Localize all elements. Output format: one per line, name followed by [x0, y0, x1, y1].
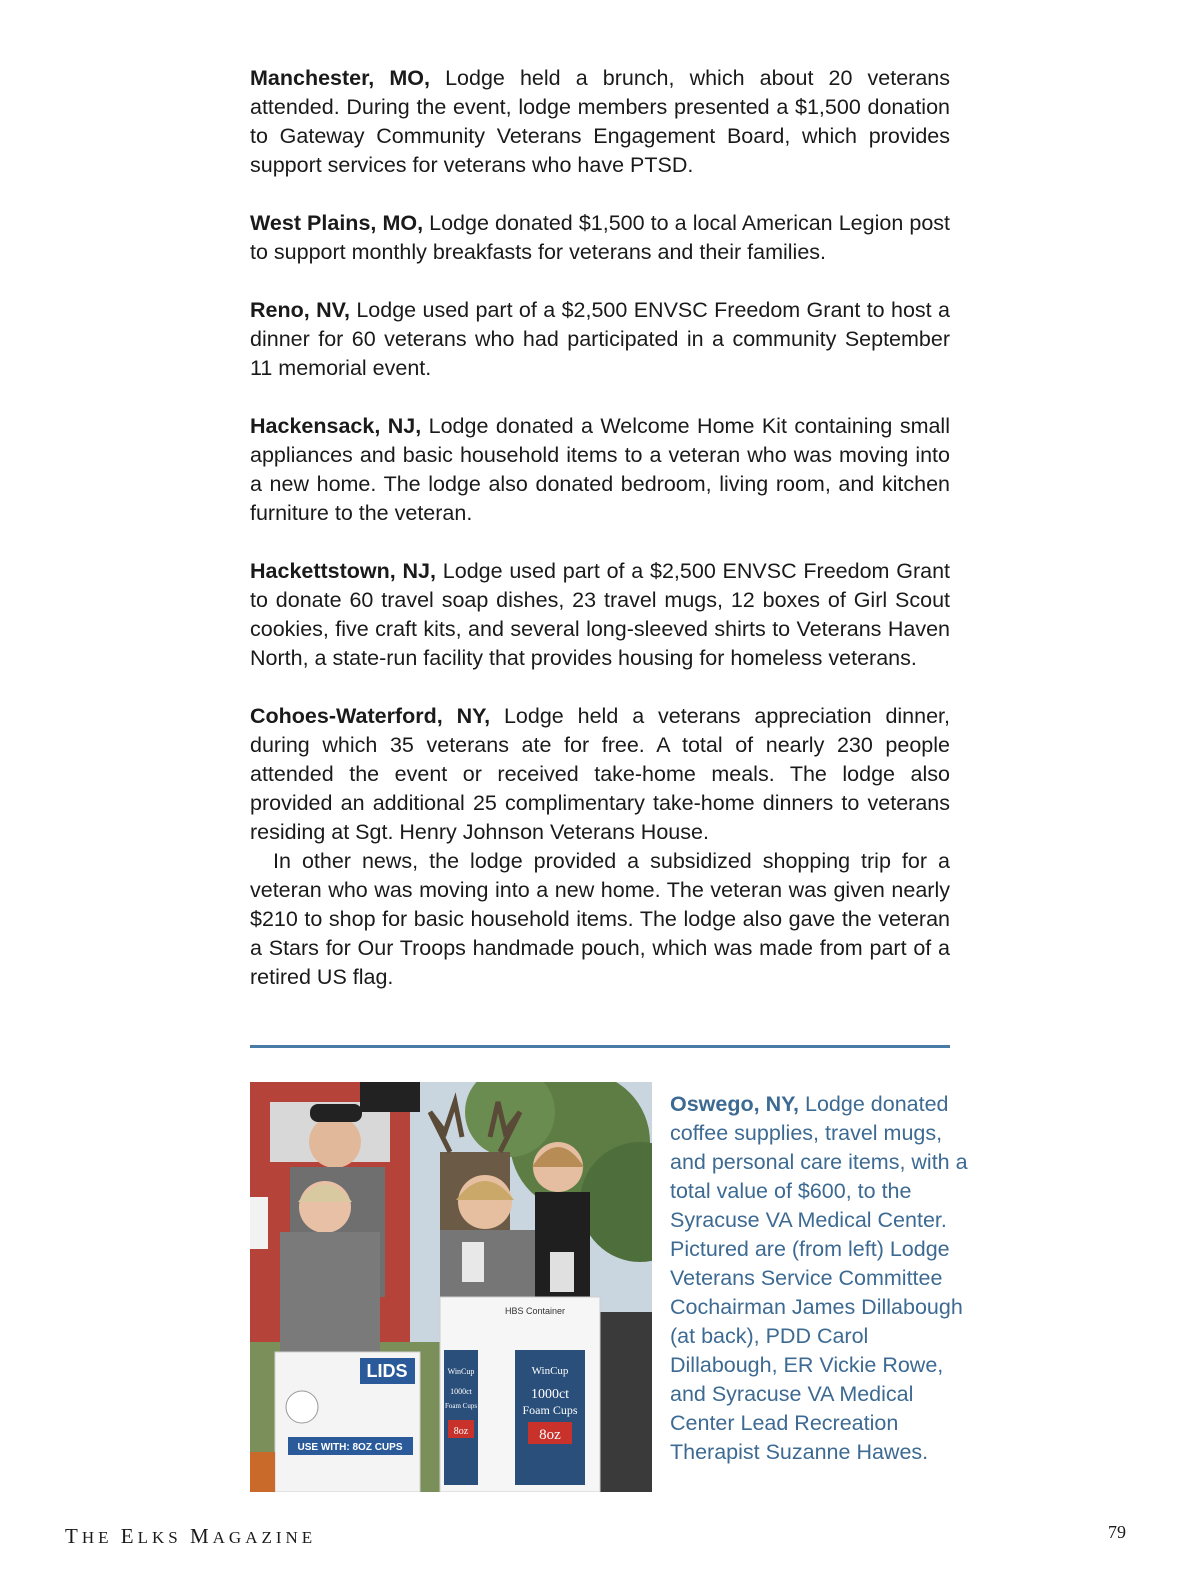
- article-column: [250, 64, 950, 1021]
- article-location: Hackensack, NJ,: [250, 414, 422, 438]
- article-text: Lodge donated $1,500 to a local American Legion post to support monthly breakfasts for veterans and their families.: [250, 211, 950, 264]
- count-label-1: 1000ct: [450, 1387, 472, 1396]
- article-text: Lodge held a veterans appreciation dinner, during which 35 veterans ate for free. A total of nearly 230 people attended the event or received take-home meals. The lodge also provided an additional 25 complimentary take-home dinners to veterans residing at Sgt. Henry Johnson Veterans House.: [250, 704, 950, 844]
- size-label-2: 8oz: [539, 1427, 561, 1443]
- article-text: Lodge used part of a $2,500 ENVSC Freedom Grant to donate 60 travel soap dishes, 23 travel mugs, 12 boxes of Girl Scout cookies, five craft kits, and several long-sleeved shirts to Veterans Haven North, a state-run facility that provides housing for homeless veterans.: [250, 559, 950, 670]
- article-location: Cohoes-Waterford, NY,: [250, 704, 491, 728]
- article-continuation: In other news, the lodge provided a subsidized shopping trip for a veteran who was moving into a new home. The veteran was given nearly $210 to shop for basic household items. The lodge also gave the veteran a Stars for Our Troops handmade pouch, which was made from part of a retired US flag.: [250, 849, 950, 989]
- article-location: Hackettstown, NJ,: [250, 559, 436, 583]
- oswego-photo: [250, 1082, 652, 1492]
- article-text: Lodge held a brunch, which about 20 veterans attended. During the event, lodge members presented a $1,500 donation to Gateway Community Veterans Engagement Board, which provides support services for veterans who have PTSD.: [250, 66, 950, 177]
- product-label-1: Foam Cups: [444, 1402, 478, 1410]
- caption-location: Oswego, NY,: [670, 1092, 800, 1116]
- box-header: HBS Container: [505, 1306, 566, 1316]
- article-cohoes-waterford: [250, 702, 950, 992]
- brand-label-2: WinCup: [531, 1365, 569, 1377]
- size-label-1: 8oz: [453, 1426, 469, 1437]
- article-reno: [250, 296, 950, 383]
- magazine-title: THE ELKS MAGAZINE: [65, 1524, 317, 1548]
- article-hackettstown: [250, 557, 950, 673]
- article-manchester: [250, 64, 950, 180]
- article-west-plains: [250, 209, 950, 267]
- use-with-label: USE WITH: 8OZ CUPS: [297, 1442, 403, 1453]
- article-text: Lodge used part of a $2,500 ENVSC Freedom Grant to host a dinner for 60 veterans who had participated in a community September 11 memorial event.: [250, 298, 950, 380]
- section-divider: [250, 1045, 950, 1048]
- caption-text: Lodge donated coffee supplies, travel mugs, and personal care items, with a total value of $600, to the Syracuse VA Medical Center. Pictured are (from left) Lodge Veterans Service Committee Cochairman James Dillabough (at back), PDD Carol Dillabough, ER Vickie Rowe, and Syracuse VA Medical Center Lead Recreation Therapist Suzanne Hawes.: [670, 1092, 968, 1464]
- count-label-2: 1000ct: [530, 1387, 570, 1402]
- article-location: Manchester, MO,: [250, 66, 430, 90]
- article-hackensack: [250, 412, 950, 528]
- page-number: 79: [1108, 1522, 1126, 1542]
- lids-label: LIDS: [366, 1361, 408, 1381]
- article-text: Lodge donated a Welcome Home Kit containing small appliances and basic household items to a veteran who was moving into a new home. The lodge also donated bedroom, living room, and kitchen furniture to the veteran.: [250, 414, 950, 525]
- article-location: Reno, NV,: [250, 298, 350, 322]
- article-location: West Plains, MO,: [250, 211, 424, 235]
- brand-label-1: WinCup: [447, 1367, 475, 1376]
- photo-illustration: [250, 1082, 652, 1492]
- photo-caption: [670, 1090, 970, 1467]
- product-label-2: Foam Cups: [522, 1403, 578, 1417]
